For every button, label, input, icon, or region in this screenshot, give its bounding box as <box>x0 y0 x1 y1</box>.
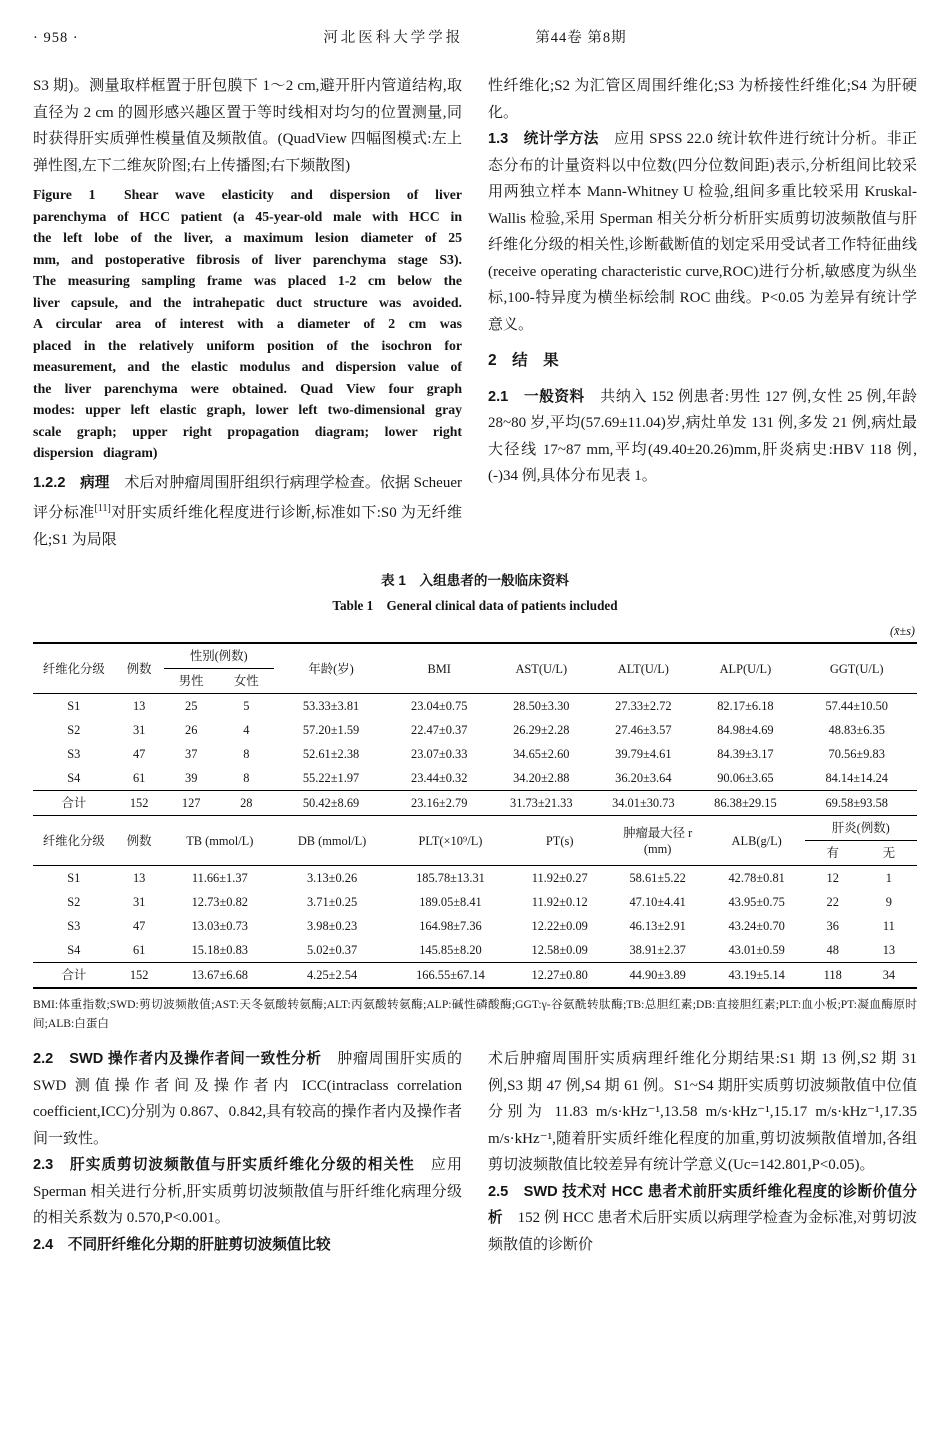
table-footnote: BMI:体重指数;SWD:剪切波频散值;AST:天冬氨酸转氨酶;ALT:丙氨酸转氨酶;ALP:碱性磷酸酶;GGT:γ-谷氨酰转肽酶;TB:总胆红素;DB:直接胆红素;PLT:血小板;PT:凝血酶原时间;ALB:白蛋白 <box>33 998 917 1030</box>
table-cell: 13.03±0.73 <box>191 919 248 933</box>
table-cell: 8 <box>243 747 250 761</box>
table-cell: 13 <box>882 943 896 957</box>
table-cell: 48 <box>826 943 839 957</box>
column-header: AST(U/L) <box>490 643 592 694</box>
table-cell: 5 <box>243 699 250 713</box>
table-row <box>33 890 917 914</box>
column-header: DB (mmol/L) <box>276 816 388 866</box>
table-cell: 152 <box>115 791 164 816</box>
table-cell: 185.78±13.31 <box>416 871 485 885</box>
table-cell: 3.13±0.26 <box>306 871 358 885</box>
table-cell: 13 <box>132 699 146 713</box>
table-cell: 25 <box>185 699 198 713</box>
table-cell: 61 <box>132 771 146 785</box>
paragraph-text: 共纳入 152 例患者:男性 127 例,女性 25 例,年龄 28~80 岁,平均(57.69±11.04)岁,病灶单发 131 例,多发 21 例,病灶最大径线 17~87 mm,平均(49.40±20.26)mm,肝炎病史:HBV 118 例,(-)34 例,具体分布见表 1。 <box>488 388 917 484</box>
table-cell: 34.01±30.73 <box>592 791 694 816</box>
table-row <box>33 866 917 891</box>
table-cell: 28 <box>219 791 274 816</box>
table-cell: 50.42±8.69 <box>274 791 388 816</box>
table-cell: 36 <box>826 919 839 933</box>
table-cell: 69.58±93.58 <box>796 791 917 816</box>
table-cell: S3 <box>67 919 81 933</box>
table-cell: 189.05±8.41 <box>419 895 482 909</box>
table-cell: 61 <box>132 943 146 957</box>
column-header: BMI <box>388 643 490 694</box>
journal-title: 河北医科大学学报 <box>323 30 464 46</box>
table-cell: 3.71±0.25 <box>306 895 358 909</box>
table-cell: 11.92±0.27 <box>531 871 588 885</box>
header-case-count: 例数 <box>115 643 164 694</box>
section-label-2-3: 2.3 肝实质剪切波频散值与肝实质纤维化分级的相关性 <box>33 1157 415 1173</box>
table-cell: 31 <box>132 895 146 909</box>
table-1-block <box>33 569 917 1033</box>
table-title-zh: 表 1 入组患者的一般临床资料 <box>380 573 570 588</box>
table-cell: 27.46±3.57 <box>615 723 672 737</box>
paragraph-statistics-1-3 <box>488 126 917 338</box>
table-cell: S4 <box>67 771 81 785</box>
table-1-section-1 <box>33 642 917 816</box>
table-cell: S4 <box>67 943 81 957</box>
issue-info: 第44卷 第8期 <box>535 30 627 46</box>
paragraph-text: 术后对肿瘤周围肝组织行病理学检查。依据 Scheuer 评分标准 <box>33 474 462 521</box>
table-cell: 82.17±6.18 <box>717 699 774 713</box>
paragraph-pathology-1-2-2 <box>33 470 462 554</box>
paragraph-text: 152 例 HCC 患者术后肝实质以病理学检查为金标准,对剪切波频散值的诊断价 <box>488 1210 917 1253</box>
bottom-columns <box>33 1046 917 1258</box>
table-cell: 26 <box>185 723 198 737</box>
table-body <box>33 866 917 989</box>
table-a-header <box>33 643 917 694</box>
table-cell: 38.91±2.37 <box>629 943 686 957</box>
page-number: · 958 · <box>33 30 79 46</box>
section-label-2-5: 2.5 SWD 技术对 HCC 患者术前肝实质纤维化程度的诊断价值分析 <box>488 1183 917 1226</box>
column-header: PLT(×10⁹/L) <box>388 816 513 866</box>
table-cell: 1 <box>885 871 892 885</box>
table-1-section-2 <box>33 816 917 989</box>
right-column <box>488 73 917 490</box>
header-row <box>33 643 917 669</box>
table-row <box>33 694 917 719</box>
table-cell: 164.98±7.36 <box>419 919 482 933</box>
paragraph-staging-results <box>488 1046 917 1179</box>
header-fibrosis-grade: 纤维化分级 <box>33 816 115 866</box>
header-fibrosis-grade: 纤维化分级 <box>33 643 115 694</box>
table-cell: 31.73±21.33 <box>490 791 592 816</box>
bottom-right-column <box>488 1046 917 1258</box>
table-cell: 34.20±2.88 <box>513 771 570 785</box>
table-cell: 44.90±3.89 <box>607 963 709 989</box>
paragraph-text: 应用 Sperman 相关进行分析,肝实质剪切波频散值与肝纤维化病理分级的相关系数为 0.570,P<0.001。 <box>33 1157 462 1226</box>
table-cell: 43.24±0.70 <box>728 919 785 933</box>
table-cell: 11 <box>882 919 895 933</box>
table-cell: 47 <box>132 747 146 761</box>
table-cell: 47 <box>132 919 146 933</box>
column-header: ALP(U/L) <box>694 643 796 694</box>
header-hepatitis-group: 肝炎(例数) <box>805 816 917 841</box>
header-hepatitis-no: 无 <box>861 841 917 866</box>
header-sex-group: 性别(例数) <box>164 643 274 669</box>
column-header: GGT(U/L) <box>796 643 917 694</box>
table-cell: 43.95±0.75 <box>728 895 785 909</box>
table-row <box>33 963 917 989</box>
table-cell: S1 <box>67 871 81 885</box>
table-cell: S3 <box>67 747 81 761</box>
bottom-left-column <box>33 1046 462 1258</box>
table-cell: 166.55±67.14 <box>388 963 513 989</box>
header-row <box>33 816 917 841</box>
table-cell: 84.39±3.17 <box>717 747 774 761</box>
table-body <box>33 694 917 816</box>
table-cell: 46.13±2.91 <box>629 919 686 933</box>
table-cell: 39 <box>185 771 198 785</box>
paragraph-comparison-2-4 <box>33 1232 462 1259</box>
paragraph-diagnostic-value-2-5 <box>488 1179 917 1259</box>
table-cell: 90.06±3.65 <box>717 771 774 785</box>
table-cell: 9 <box>885 895 892 909</box>
table-cell: 118 <box>805 963 861 989</box>
table-cell: 53.33±3.81 <box>302 699 360 713</box>
top-columns <box>33 73 917 553</box>
table-cell: 58.61±5.22 <box>629 871 686 885</box>
paragraph-text: 对肝实质纤维化程度进行诊断,标准如下:S0 为无纤维化;S1 为局限 <box>33 505 462 548</box>
table-cell: 合计 <box>33 963 115 989</box>
page-header <box>33 26 917 47</box>
header-case-count: 例数 <box>115 816 164 866</box>
table-cell: 47.10±4.41 <box>629 895 686 909</box>
table-cell: 5.02±0.37 <box>306 943 358 957</box>
table-cell: 43.01±0.59 <box>728 943 785 957</box>
table-cell: 12.22±0.09 <box>531 919 588 933</box>
table-cell: 27.33±2.72 <box>615 699 672 713</box>
table-cell: 22 <box>826 895 839 909</box>
table-title-en: Table 1 General clinical data of patients included <box>332 598 618 613</box>
section-label-1-2-2: 1.2.2 病理 <box>33 474 110 491</box>
header-hepatitis-yes: 有 <box>805 841 861 866</box>
table-cell: 22.47±0.37 <box>411 723 468 737</box>
paragraph-fibrosis-grades <box>488 73 917 126</box>
table-cell: 12.58±0.09 <box>531 943 588 957</box>
table-row <box>33 718 917 742</box>
table-cell: 26.29±2.28 <box>513 723 570 737</box>
table-cell: 84.98±4.69 <box>717 723 774 737</box>
table-cell: 23.04±0.75 <box>411 699 468 713</box>
table-cell: 11.66±1.37 <box>191 871 248 885</box>
table-row <box>33 791 917 816</box>
paragraph-text: 术后肿瘤周围肝实质病理纤维化分期结果:S1 期 13 例,S2 期 31 例,S3 期 47 例,S4 期 61 例。S1~S4 期肝实质剪切波频散值中位值分别为 11.83 m/s·kHz⁻¹,13.58 m/s·kHz⁻¹,15.17 m/s·kHz⁻¹,17.35 m/s·kHz⁻¹,随着肝实质纤维化程度的加重,剪切波频散值增加,各组剪切波频散值比较差异有统计学意义(Uc=142.801,P<0.05)。 <box>488 1051 917 1173</box>
header-sex-male: 男性 <box>164 669 219 694</box>
table-cell: 43.19±5.14 <box>709 963 805 989</box>
table-cell: 23.44±0.32 <box>411 771 468 785</box>
table-cell: 36.20±3.64 <box>615 771 672 785</box>
paragraph-text: 应用 SPSS 22.0 统计软件进行统计分析。非正态分布的计量资料以中位数(四分位数间距)表示,分析组间比较采用两独立样本 Mann-Whitney U 检验,组间多重比较采用 Kruskal-Wallis 检验,采用 Sperman 相关分析分析肝实质剪切波频散值与肝纤维化分级的相关性,诊断截断值的划定采用受试者工作特征曲线(receive operating characteristic curve,ROC)进行分析,敏感度为纵坐标,100-特异度为横坐标绘制 ROC 曲线。P<0.05 为差异有统计学意义。 <box>488 131 917 333</box>
table-cell: 12.73±0.82 <box>191 895 248 909</box>
table-cell: 4.25±2.54 <box>276 963 388 989</box>
table-cell: 11.92±0.12 <box>531 895 588 909</box>
table-cell: 合计 <box>33 791 115 816</box>
table-cell: 55.22±1.97 <box>302 771 360 785</box>
table-cell: 70.56±9.83 <box>828 747 885 761</box>
section-heading-results: 2 结 果 <box>488 352 559 369</box>
table-b-header <box>33 816 917 866</box>
section-label-2-4: 2.4 不同肝纤维化分期的肝脏剪切波频值比较 <box>33 1236 331 1253</box>
paragraph-general-data-2-1 <box>488 384 917 490</box>
table-cell: 48.83±6.35 <box>828 723 885 737</box>
header-tumor-max-diameter: 肿瘤最大径 r (mm) <box>607 816 709 866</box>
section-label-2-1: 2.1 一般资料 <box>488 388 585 405</box>
table-cell: 34.65±2.60 <box>513 747 570 761</box>
section-label-1-3: 1.3 统计学方法 <box>488 131 599 147</box>
table-cell: 4 <box>243 723 250 737</box>
column-header: ALT(U/L) <box>592 643 694 694</box>
table-cell: 8 <box>243 771 250 785</box>
header-alb: ALB(g/L) <box>709 816 805 866</box>
table-cell: 23.07±0.33 <box>411 747 468 761</box>
table-cell: 57.44±10.50 <box>825 699 888 713</box>
table-row <box>33 914 917 938</box>
paragraph-text: 肿瘤周围肝实质的 SWD 测值操作者间及操作者内 ICC(intraclass correlation coefficient,ICC)分别为 0.867、0.842,具有较高的操作者内及操作者间一致性。 <box>33 1051 462 1147</box>
paragraph-text: S3 期)。测量取样框置于肝包膜下 1～2 cm,避开肝内管道结构,取直径为 2 cm 的圆形感兴趣区置于等时线相对均匀的位置测量,同时获得肝实质弹性模量值及频散值。(QuadView 四幅图模式:左上弹性图,左下二维灰阶图;右上传播图;右下频散图) <box>33 78 462 174</box>
paragraph-icc-2-2 <box>33 1046 462 1152</box>
table-row <box>33 742 917 766</box>
header-sex-female: 女性 <box>219 669 274 694</box>
column-header: 年龄(岁) <box>274 643 388 694</box>
table-cell: 3.98±0.23 <box>306 919 358 933</box>
table-cell: 23.16±2.79 <box>388 791 490 816</box>
left-column <box>33 73 462 553</box>
citation-ref-11: [11] <box>94 503 111 514</box>
table-cell: 12 <box>826 871 839 885</box>
table-cell: 86.38±29.15 <box>694 791 796 816</box>
table-cell: 34 <box>861 963 917 989</box>
table-cell: S1 <box>67 699 81 713</box>
table-cell: 13.67±6.68 <box>164 963 276 989</box>
table-row <box>33 766 917 791</box>
paragraph-method-continued <box>33 73 462 179</box>
table-stat-note: (x̄±s) <box>890 624 915 638</box>
table-cell: 37 <box>185 747 198 761</box>
table-cell: 152 <box>115 963 164 989</box>
column-header: TB (mmol/L) <box>164 816 276 866</box>
table-cell: 12.27±0.80 <box>513 963 607 989</box>
table-cell: 28.50±3.30 <box>513 699 570 713</box>
paragraph-correlation-2-3 <box>33 1152 462 1232</box>
table-cell: 84.14±14.24 <box>825 771 888 785</box>
table-cell: 57.20±1.59 <box>302 723 360 737</box>
table-cell: S2 <box>67 895 81 909</box>
section-label-2-2: 2.2 SWD 操作者内及操作者间一致性分析 <box>33 1051 322 1067</box>
table-row <box>33 938 917 963</box>
figure-1-caption: Figure 1 Shear wave elasticity and dispersion of liver parenchyma of HCC patient (a 45-year-old male with HCC in the left lobe of the liver, a maximum lesion diameter of 25 mm, and postoperative fibrosis of liver parenchyma stage S3). The measuring sampling frame was placed 1-2 cm below the liver capsule, and the intrahepatic duct structure was avoided. A circular area of interest with a diameter of 2 cm was placed in the relatively uniform position of the isochron for measurement, and the elastic modulus and dispersion value of the liver parenchyma were obtained. Quad View four graph modes: upper left elastic graph, lower left two-dimensional gray scale graph; upper right propagation diagram; lower right dispersion diagram) <box>33 187 462 460</box>
table-cell: 42.78±0.81 <box>728 871 785 885</box>
table-cell: 127 <box>164 791 219 816</box>
table-cell: 52.61±2.38 <box>302 747 360 761</box>
table-cell: 145.85±8.20 <box>419 943 482 957</box>
paragraph-text: 性纤维化;S2 为汇管区周围纤维化;S3 为桥接性纤维化;S4 为肝硬化。 <box>488 78 917 121</box>
table-cell: 39.79±4.61 <box>615 747 672 761</box>
table-cell: S2 <box>67 723 81 737</box>
table-cell: 13 <box>132 871 146 885</box>
table-cell: 15.18±0.83 <box>191 943 248 957</box>
column-header: PT(s) <box>513 816 607 866</box>
table-cell: 31 <box>132 723 146 737</box>
